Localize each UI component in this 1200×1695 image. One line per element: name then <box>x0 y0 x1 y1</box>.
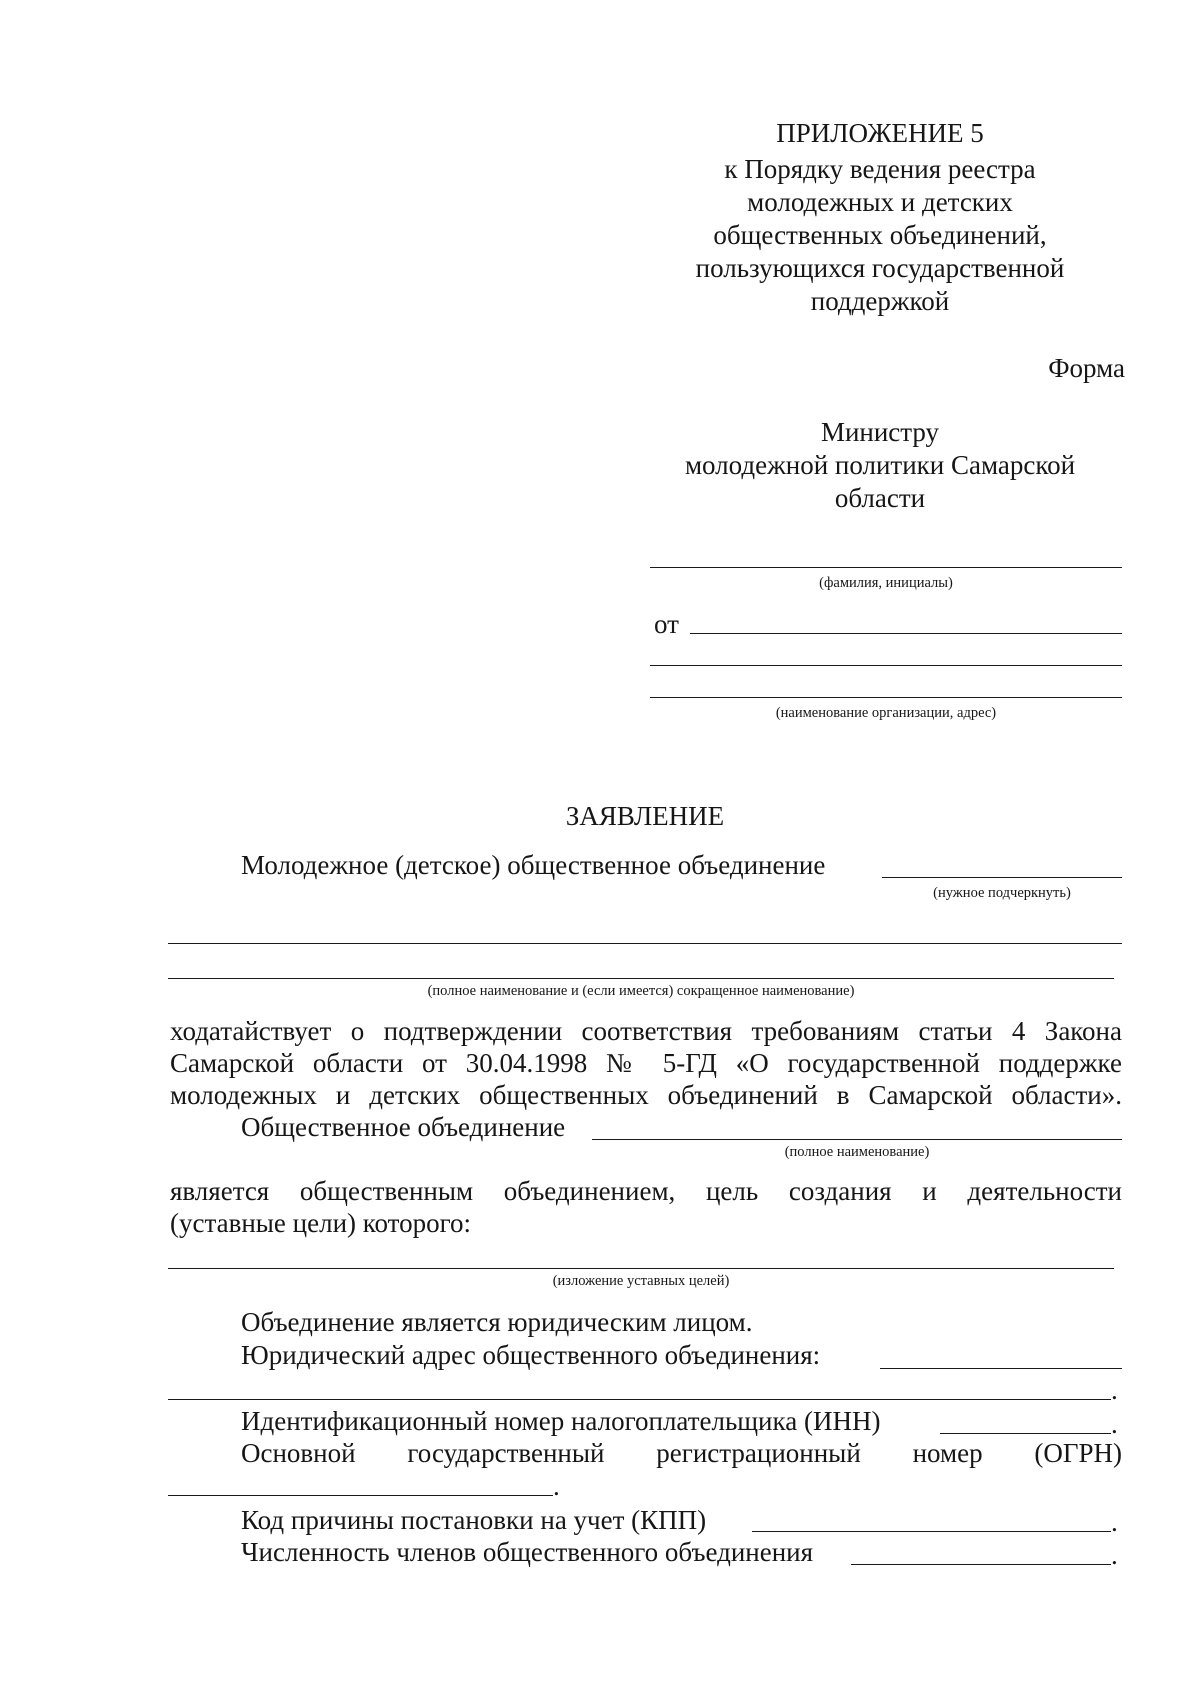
petition-line: Самарской области от 30.04.1998 № 5-ГД «О государственной поддержке <box>170 1048 1122 1078</box>
legal-address-label: Юридический адрес общественного объединения: <box>241 1340 821 1370</box>
full-name-line-1[interactable] <box>168 943 1122 944</box>
appendix-title: ПРИЛОЖЕНИЕ 5 <box>776 118 984 148</box>
period: . <box>1111 1540 1118 1570</box>
ogrn-label: Основной государственный регистрационный номер (ОГРН) <box>241 1438 1122 1468</box>
legal-entity-text: Объединение является юридическим лицом. <box>241 1307 753 1337</box>
goals-line-field[interactable] <box>168 1268 1114 1269</box>
kpp-label: Код причины постановки на учет (КПП) <box>241 1505 707 1535</box>
sender-line-3[interactable] <box>650 697 1122 698</box>
period: . <box>1111 1507 1118 1537</box>
goals-caption: (изложение уставных целей) <box>552 1273 730 1289</box>
goals-line: является общественным объединением, цель создания и деятельности <box>170 1176 1122 1206</box>
members-line[interactable] <box>851 1564 1111 1565</box>
minister-name-line[interactable] <box>650 567 1122 568</box>
sender-caption: (наименование организации, адрес) <box>775 705 997 721</box>
minister-name-caption: (фамилия, инициалы) <box>819 575 953 591</box>
full-name-caption: (полное наименование и (если имеется) сокращенное наименование) <box>427 983 855 999</box>
statement-title: ЗАЯВЛЕНИЕ <box>565 801 725 831</box>
kpp-line[interactable] <box>752 1531 1111 1532</box>
appendix-line: молодежных и детских <box>747 187 1013 217</box>
appendix-line: общественных объединений, <box>713 220 1047 250</box>
from-label: от <box>654 609 679 639</box>
sender-line-2[interactable] <box>650 665 1122 666</box>
form-label: Форма <box>1048 353 1125 383</box>
period: . <box>1111 1409 1118 1439</box>
addressee-line: области <box>834 483 926 513</box>
org-type-caption: (нужное подчеркнуть) <box>933 885 1071 901</box>
assoc-name-caption: (полное наименование) <box>784 1144 930 1160</box>
assoc-label: Общественное объединение <box>241 1112 566 1142</box>
legal-address-line-2[interactable] <box>168 1399 1111 1400</box>
inn-label: Идентификационный номер налогоплательщика (ИНН) <box>241 1406 881 1436</box>
period: . <box>553 1471 560 1501</box>
appendix-line: к Порядку ведения реестра <box>724 154 1036 184</box>
goals-line: (уставные цели) которого: <box>170 1208 471 1238</box>
appendix-line: пользующихся государственной <box>695 253 1065 283</box>
petition-line: ходатайствует о подтверждении соответствия требованиям статьи 4 Закона <box>170 1016 1122 1046</box>
assoc-name-line[interactable] <box>592 1139 1122 1140</box>
appendix-line: поддержкой <box>810 286 950 316</box>
addressee-line: Министру <box>820 417 940 447</box>
legal-address-line-1[interactable] <box>880 1368 1122 1369</box>
org-type-text: Молодежное (детское) общественное объединение <box>241 850 826 880</box>
petition-line: молодежных и детских общественных объединений в Самарской области». <box>170 1080 1122 1110</box>
sender-line-1[interactable] <box>690 633 1122 634</box>
org-type-line[interactable] <box>882 877 1122 878</box>
addressee-line: молодежной политики Самарской <box>684 450 1076 480</box>
inn-line[interactable] <box>940 1433 1111 1434</box>
members-label: Численность членов общественного объединения <box>241 1537 814 1567</box>
period: . <box>1111 1375 1118 1405</box>
ogrn-line[interactable] <box>168 1495 553 1496</box>
full-name-line-2[interactable] <box>168 978 1114 979</box>
